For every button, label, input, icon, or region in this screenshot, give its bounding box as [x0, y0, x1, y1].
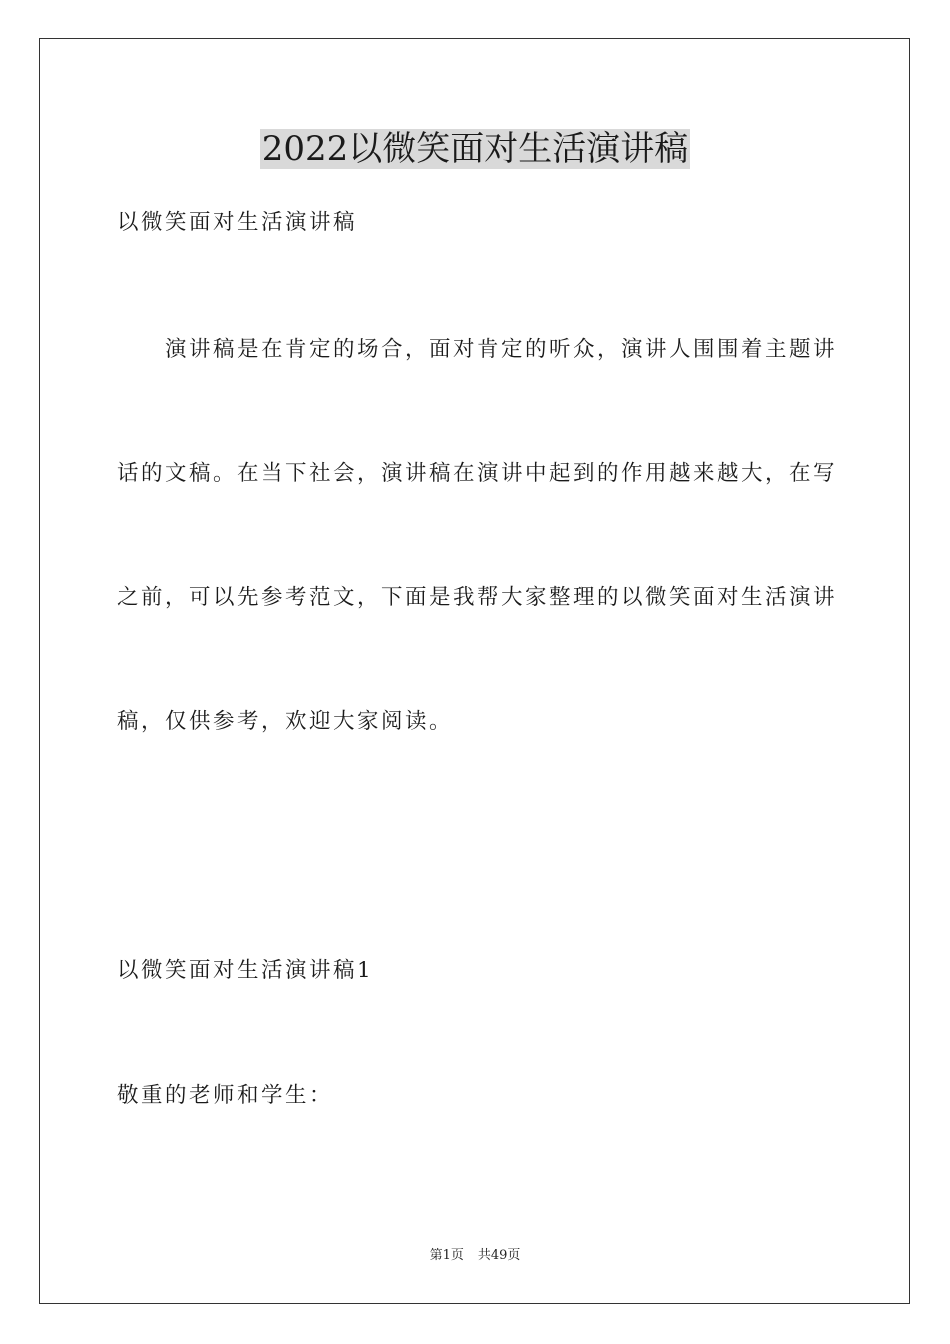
intro-line-3: 之前，可以先参考范文，下面是我帮大家整理的以微笑面对生活演讲: [117, 585, 838, 610]
document-title: [0, 126, 950, 172]
page-footer: [0, 1247, 950, 1265]
document-subtitle: 以微笑面对生活演讲稿: [117, 210, 358, 235]
salutation: 敬重的老师和学生：: [117, 1083, 334, 1108]
document-title-text: 2022以微笑面对生活演讲稿: [261, 129, 689, 169]
intro-line-2: 话的文稿。在当下社会，演讲稿在演讲中起到的作用越来越大，在写: [117, 461, 838, 486]
page-number: 第1页: [429, 1248, 464, 1263]
section-heading: 以微笑面对生活演讲稿1: [117, 958, 374, 983]
intro-line-4: 稿，仅供参考，欢迎大家阅读。: [117, 709, 454, 734]
page-total: 共49页: [477, 1248, 521, 1263]
intro-line-1: 演讲稿是在肯定的场合，面对肯定的听众，演讲人围围着主题讲: [165, 337, 838, 362]
